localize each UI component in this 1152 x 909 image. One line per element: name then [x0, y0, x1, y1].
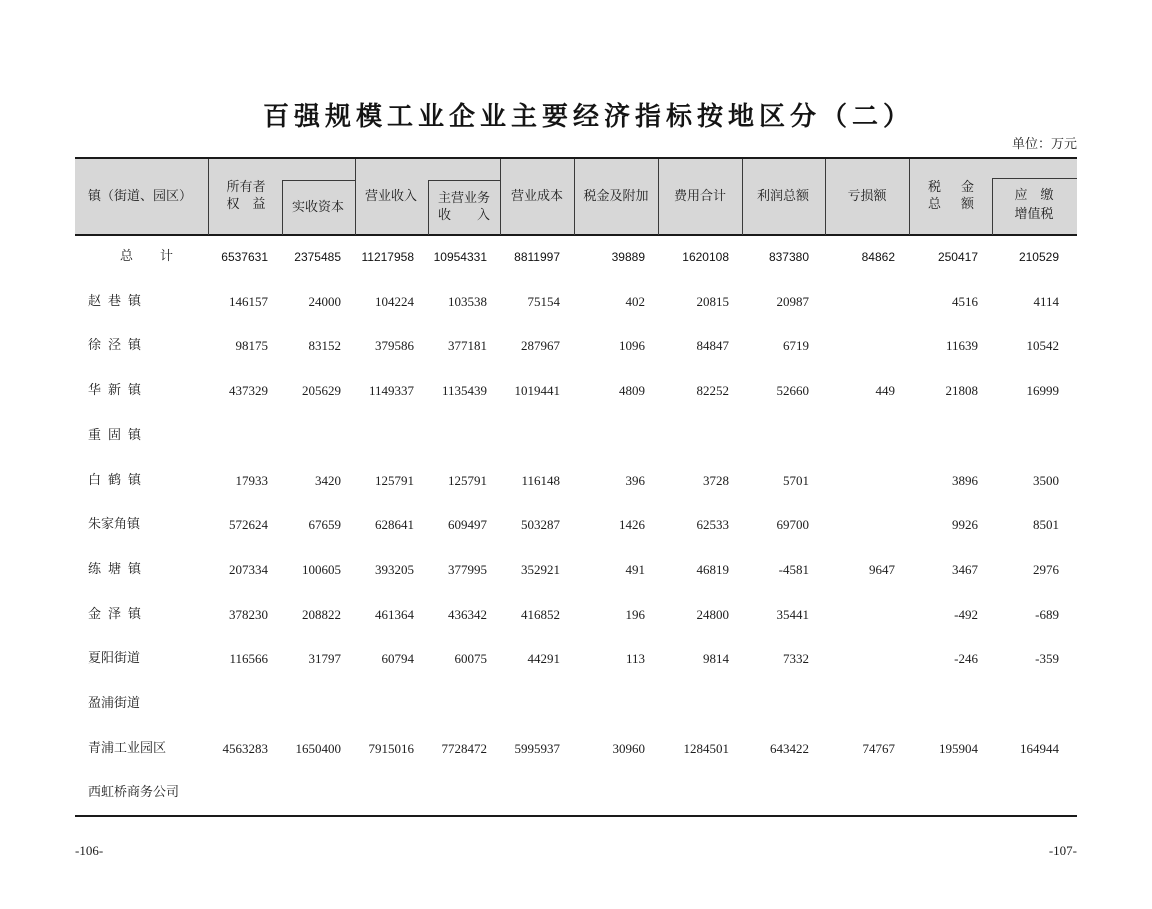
- table-cell: 9926: [952, 517, 978, 533]
- table-cell: 609497: [448, 517, 487, 533]
- table-cell: 491: [625, 561, 645, 577]
- page-title: 百强规模工业企业主要经济指标按地区分（二）: [263, 102, 915, 132]
- row-label: 金 泽 镇: [88, 606, 141, 622]
- header-vat-payable: 应 缴: [1014, 188, 1054, 203]
- header-vat-payable-line2: 增值税: [1014, 207, 1054, 222]
- table-cell: 2375485: [294, 250, 341, 264]
- row-label: 青浦工业园区: [88, 740, 167, 756]
- table-cell: 84862: [861, 250, 895, 264]
- table-cell: 100605: [302, 561, 341, 577]
- table-cell: 84847: [696, 338, 729, 354]
- table-row: [0, 637, 1152, 682]
- table-cell: 104224: [375, 293, 414, 309]
- row-label: 夏阳街道: [88, 651, 141, 667]
- table-cell: 146157: [229, 293, 268, 309]
- row-label: 华 新 镇: [88, 383, 141, 399]
- table-row: [0, 727, 1152, 772]
- row-label: 赵 巷 镇: [88, 293, 141, 309]
- row-label: 白 鹤 镇: [88, 472, 141, 488]
- header-total-profit: 利润总额: [756, 189, 810, 204]
- header-operating-revenue: 营业收入: [364, 189, 418, 204]
- table-cell: 4114: [1033, 293, 1059, 309]
- table-cell: 287967: [521, 338, 560, 354]
- table-cell: 164944: [1020, 740, 1059, 756]
- table-cell: 1149337: [368, 383, 414, 399]
- table-cell: 6537631: [221, 250, 268, 264]
- row-label: 西虹桥商务公司: [88, 785, 180, 801]
- table-cell: 125791: [448, 472, 487, 488]
- table-cell: 1096: [619, 338, 645, 354]
- table-cell: 1284501: [683, 740, 729, 756]
- table-cell: 8811997: [514, 250, 560, 264]
- table-cell: 39889: [611, 250, 645, 264]
- table-cell: 11217958: [361, 250, 414, 264]
- page-number-left: -106-: [75, 843, 104, 858]
- table-cell: 35441: [776, 606, 809, 622]
- table-cell: 31797: [308, 651, 341, 667]
- table-cell: 10542: [1026, 338, 1059, 354]
- table-cell: 1135439: [441, 383, 487, 399]
- row-label: 盈浦街道: [88, 696, 141, 711]
- table-cell: 20815: [696, 293, 729, 309]
- table-row: [0, 324, 1152, 369]
- table-cell: 74767: [862, 740, 895, 756]
- table-cell: -359: [1035, 651, 1059, 667]
- table-cell: 60794: [381, 651, 414, 667]
- table-cell: 436342: [448, 606, 487, 622]
- table-cell: 17933: [235, 472, 268, 488]
- table-cell: 9647: [869, 561, 895, 577]
- table-cell: 195904: [939, 740, 978, 756]
- table-cell: 16999: [1026, 383, 1059, 399]
- header-main-business-revenue: 主营业务: [437, 191, 491, 206]
- table-row: [0, 414, 1152, 459]
- table-cell: 1426: [619, 517, 645, 533]
- table-cell: 125791: [375, 472, 414, 488]
- table-cell: 21808: [945, 383, 978, 399]
- table-cell: 437329: [229, 383, 268, 399]
- table-cell: 4809: [619, 383, 645, 399]
- header-total-tax-line2: 总 额: [928, 197, 974, 212]
- table-cell: 1650400: [295, 740, 341, 756]
- header-total-tax: 税 金: [928, 180, 974, 195]
- table-cell: 6719: [783, 338, 809, 354]
- table-cell: 449: [875, 383, 895, 399]
- table-cell: 98175: [235, 338, 268, 354]
- table-cell: 7915016: [368, 740, 414, 756]
- table-cell: 3728: [703, 472, 729, 488]
- table-cell: 30960: [612, 740, 645, 756]
- table-cell: 24800: [696, 606, 729, 622]
- table-cell: 116148: [521, 472, 560, 488]
- table-cell: 208822: [302, 606, 341, 622]
- table-row: [0, 280, 1152, 325]
- table-cell: 643422: [770, 740, 809, 756]
- table-cell: 461364: [375, 606, 414, 622]
- table-cell: 207334: [229, 561, 268, 577]
- table-cell: -492: [954, 606, 978, 622]
- table-cell: 75154: [527, 293, 560, 309]
- header-total-expenses: 费用合计: [673, 189, 727, 204]
- table-cell: 377181: [448, 338, 487, 354]
- table-cell: 11639: [945, 338, 978, 354]
- total-label: 总 计: [120, 249, 173, 264]
- table-cell: 3500: [1033, 472, 1059, 488]
- table-cell: 3467: [952, 561, 978, 577]
- table-cell: 628641: [375, 517, 414, 533]
- row-label: 重 固 镇: [88, 427, 141, 443]
- table-cell: -4581: [778, 561, 809, 577]
- table-row: [0, 459, 1152, 504]
- table-cell: 82252: [696, 383, 729, 399]
- table-cell: 377995: [448, 561, 487, 577]
- table-cell: 4563283: [222, 740, 268, 756]
- header-taxes-and-surcharges: 税金及附加: [583, 189, 649, 204]
- table-cell: 210529: [1018, 250, 1059, 264]
- table-cell: 250417: [937, 250, 978, 264]
- header-owners-equity: 所有者: [226, 180, 266, 195]
- table-cell: 20987: [776, 293, 809, 309]
- table-cell: 24000: [308, 293, 341, 309]
- header-region: 镇（街道、园区）: [87, 189, 193, 204]
- table-cell: 205629: [302, 383, 341, 399]
- total-row: [0, 235, 1152, 280]
- table-cell: -689: [1035, 606, 1059, 622]
- table-cell: 393205: [375, 561, 414, 577]
- table-cell: 379586: [375, 338, 414, 354]
- table-row: [0, 503, 1152, 548]
- header-operating-cost: 营业成本: [510, 189, 564, 204]
- table-cell: -246: [954, 651, 978, 667]
- table-cell: 46819: [696, 561, 729, 577]
- table-cell: 196: [625, 606, 645, 622]
- table-cell: 67659: [308, 517, 341, 533]
- table-cell: 2976: [1033, 561, 1059, 577]
- table-cell: 60075: [454, 651, 487, 667]
- table-cell: 378230: [229, 606, 268, 622]
- table-cell: 7728472: [441, 740, 487, 756]
- table-cell: 69700: [776, 517, 809, 533]
- table-cell: 572624: [229, 517, 268, 533]
- table-cell: 402: [625, 293, 645, 309]
- table-cell: 116566: [229, 651, 268, 667]
- table-cell: 5995937: [514, 740, 560, 756]
- header-owners-equity-line2: 权 益: [226, 197, 266, 212]
- page-number-right: -107-: [1048, 843, 1077, 858]
- header-loss-amount: 亏损额: [847, 189, 887, 204]
- table-cell: 3420: [315, 472, 341, 488]
- table-cell: 5701: [783, 472, 809, 488]
- table-cell: 3896: [952, 472, 978, 488]
- header-main-business-revenue-line2: 收 入: [438, 208, 490, 223]
- table-row: [0, 369, 1152, 414]
- row-label: 练 塘 镇: [88, 561, 141, 577]
- table-cell: 503287: [521, 517, 560, 533]
- table-cell: 52660: [776, 383, 809, 399]
- table-row: [0, 682, 1152, 727]
- row-label: 徐 泾 镇: [88, 338, 141, 354]
- table-cell: 396: [625, 472, 645, 488]
- table-cell: 1019441: [514, 383, 560, 399]
- table-cell: 8501: [1033, 517, 1059, 533]
- table-row: [0, 548, 1152, 593]
- table-row: [0, 771, 1152, 816]
- table-cell: 4516: [952, 293, 978, 309]
- table-cell: 113: [625, 651, 645, 667]
- table-cell: 7332: [783, 651, 809, 667]
- table-cell: 352921: [521, 561, 560, 577]
- table-cell: 103538: [448, 293, 487, 309]
- table-cell: 837380: [768, 250, 809, 264]
- table-cell: 83152: [308, 338, 341, 354]
- header-paid-in-capital: 实收资本: [291, 200, 345, 215]
- table-cell: 416852: [521, 606, 560, 622]
- table-row: [0, 593, 1152, 638]
- table-cell: 10954331: [433, 250, 487, 264]
- table-cell: 44291: [527, 651, 560, 667]
- table-cell: 62533: [696, 517, 729, 533]
- unit-label: 单位：万元: [1011, 137, 1077, 152]
- table-cell: 1620108: [682, 250, 729, 264]
- row-label: 朱家角镇: [88, 517, 141, 533]
- table-cell: 9814: [703, 651, 729, 667]
